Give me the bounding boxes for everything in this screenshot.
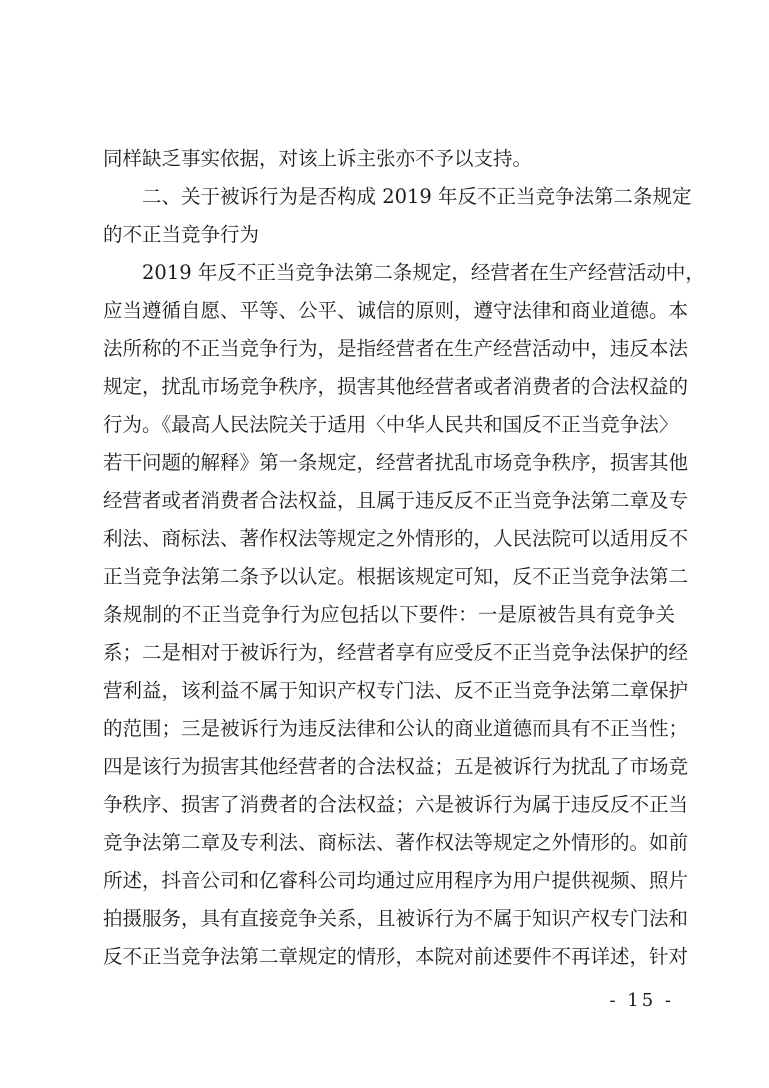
text-line: 所述，抖音公司和亿睿科公司均通过应用程序为用户提供视频、照片 bbox=[103, 869, 689, 892]
text-line: 经营者或者消费者合法权益，且属于违反反不正当竞争法第二章及专 bbox=[103, 489, 689, 512]
section-heading-line: 二、关于被诉行为是否构成 2019 年反不正当竞争法第二条规定 bbox=[142, 185, 692, 208]
text-line: 拍摄服务，具有直接竞争关系，且被诉行为不属于知识产权专门法和 bbox=[103, 907, 689, 930]
text-line: 行为。《最高人民法院关于适用〈中华人民共和国反不正当竞争法〉 bbox=[103, 413, 679, 436]
page-number: - 15 - bbox=[609, 990, 674, 1011]
text-line: 四是该行为损害其他经营者的合法权益；五是被诉行为扰乱了市场竞 bbox=[103, 755, 689, 778]
text-line: 反不正当竞争法第二章规定的情形，本院对前述要件不再详述，针对 bbox=[103, 945, 689, 968]
text-line: 规定，扰乱市场竞争秩序，损害其他经营者或者消费者的合法权益的 bbox=[103, 375, 689, 398]
text-line: 正当竞争法第二条予以认定。根据该规定可知，反不正当竞争法第二 bbox=[103, 565, 689, 588]
body-text bbox=[103, 140, 705, 976]
text-line: 法所称的不正当竞争行为，是指经营者在生产经营活动中，违反本法 bbox=[103, 337, 689, 360]
text-line: 若干问题的解释》第一条规定，经营者扰乱市场竞争秩序，损害其他 bbox=[103, 451, 689, 474]
text-line: 营利益，该利益不属于知识产权专门法、反不正当竞争法第二章保护 bbox=[103, 679, 689, 702]
text-line: 争秩序、损害了消费者的合法权益；六是被诉行为属于违反反不正当 bbox=[103, 793, 689, 816]
text-line: 2019 年反不正当竞争法第二条规定，经营者在生产经营活动中， bbox=[142, 261, 705, 284]
text-line: 应当遵循自愿、平等、公平、诚信的原则，遵守法律和商业道德。本 bbox=[103, 299, 689, 322]
text-line: 竞争法第二章及专利法、商标法、著作权法等规定之外情形的。如前 bbox=[103, 831, 689, 854]
text-line: 条规制的不正当竞争行为应包括以下要件：一是原被告具有竞争关 bbox=[103, 603, 675, 626]
text-line: 利法、商标法、著作权法等规定之外情形的，人民法院可以适用反不 bbox=[103, 527, 689, 550]
text-line: 系；二是相对于被诉行为，经营者享有应受反不正当竞争法保护的经 bbox=[103, 641, 689, 664]
section-heading-line: 的不正当竞争行为 bbox=[103, 223, 260, 246]
text-line: 同样缺乏事实依据，对该上诉主张亦不予以支持。 bbox=[103, 147, 533, 170]
text-line: 的范围；三是被诉行为违反法律和公认的商业道德而具有不正当性； bbox=[103, 717, 689, 740]
